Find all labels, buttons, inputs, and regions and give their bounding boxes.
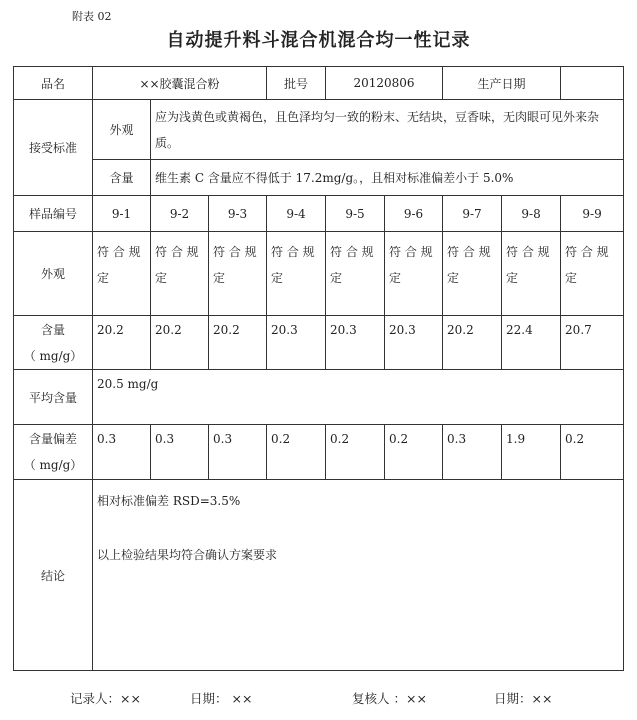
sample-id: 9-1 [93,196,151,232]
sample-appearance-value: 符 合 规 定 [385,232,443,316]
sample-content-unit: （ mg/g） [23,348,83,363]
sample-id-label: 样品编号 [14,196,93,232]
acceptance-content-text: 维生素 C 含量应不得低于 17.2mg/g。，且相对标准偏差小于 5.0% [151,160,624,196]
production-date-label: 生产日期 [443,67,561,100]
average-value: 20.5 mg/g [93,370,624,425]
average-label: 平均含量 [14,370,93,425]
conclusion-label: 结论 [14,480,93,671]
sample-id: 9-9 [561,196,624,232]
page-title: 自动提升料斗混合机混合均一性记录 [166,30,471,51]
deviation-row [14,425,624,480]
deviation-value: 0.2 [385,425,443,480]
appendix-number: 附表 02 [72,10,112,23]
deviation-value: 1.9 [502,425,561,480]
sample-id: 9-2 [151,196,209,232]
conclusion-row [14,480,624,671]
sample-content-value: 20.2 [209,316,267,370]
sample-content-value: 20.2 [151,316,209,370]
acceptance-appearance-row [14,100,624,160]
sample-id: 9-6 [385,196,443,232]
deviation-value: 0.2 [267,425,326,480]
acceptance-content-row [14,160,624,196]
sample-content-value: 20.2 [93,316,151,370]
reviewer-field: 复核人 ：×× [352,691,427,706]
production-date-value [561,67,624,100]
sample-id-row [14,196,624,232]
sample-content-label [14,316,93,370]
record-date-field: 日期： ×× [190,691,253,706]
deviation-value: 0.3 [151,425,209,480]
sample-id: 9-3 [209,196,267,232]
conclusion-text [93,480,624,671]
deviation-value: 0.3 [209,425,267,480]
sample-appearance-value: 符 合 规 定 [502,232,561,316]
deviation-value: 0.2 [326,425,385,480]
sample-id: 9-5 [326,196,385,232]
acceptance-label: 接受标准 [14,100,93,196]
sample-content-value: 20.3 [326,316,385,370]
sample-appearance-value: 符 合 规 定 [267,232,326,316]
info-row [14,67,624,100]
acceptance-appearance-text: 应为浅黄色或黄褐色，且色泽均匀一致的粉末、无结块，豆香味，无肉眼可见外来杂质。 [151,100,624,160]
sample-appearance-value: 符 合 规 定 [326,232,385,316]
sample-content-value: 20.7 [561,316,624,370]
sample-appearance-value: 符 合 规 定 [151,232,209,316]
deviation-value: 0.2 [561,425,624,480]
sample-id: 9-7 [443,196,502,232]
deviation-label-text: 含量偏差 [28,432,77,446]
sample-content-value: 22.4 [502,316,561,370]
deviation-value: 0.3 [443,425,502,480]
acceptance-appearance-label: 外观 [93,100,151,160]
sample-content-label-text: 含量 [40,322,65,337]
sample-appearance-value: 符 合 规 定 [209,232,267,316]
sample-content-value: 20.3 [385,316,443,370]
conclusion-result: 以上检验结果均符合确认方案要求 [97,548,278,562]
sample-appearance-value: 符 合 规 定 [561,232,624,316]
acceptance-content-label: 含量 [93,160,151,196]
record-table [13,66,624,671]
batch-label: 批号 [267,67,326,100]
recorder-field: 记录人：×× [70,691,141,706]
deviation-label [14,425,93,480]
sample-id: 9-8 [502,196,561,232]
review-date-field: 日期：×× [494,691,553,706]
deviation-unit: （ mg/g） [23,458,83,472]
sample-id: 9-4 [267,196,326,232]
product-label: 品名 [14,67,93,100]
conclusion-rsd: 相对标准偏差 RSD=3.5% [97,494,241,508]
deviation-value: 0.3 [93,425,151,480]
sample-content-row [14,316,624,370]
average-row [14,370,624,425]
sample-appearance-value: 符 合 规 定 [93,232,151,316]
sample-content-value: 20.2 [443,316,502,370]
sample-appearance-value: 符 合 规 定 [443,232,502,316]
sample-appearance-label: 外观 [14,232,93,316]
sample-content-value: 20.3 [267,316,326,370]
sample-appearance-row [14,232,624,316]
batch-value: 20120806 [326,67,443,100]
product-value: ××胶囊混合粉 [93,67,267,100]
